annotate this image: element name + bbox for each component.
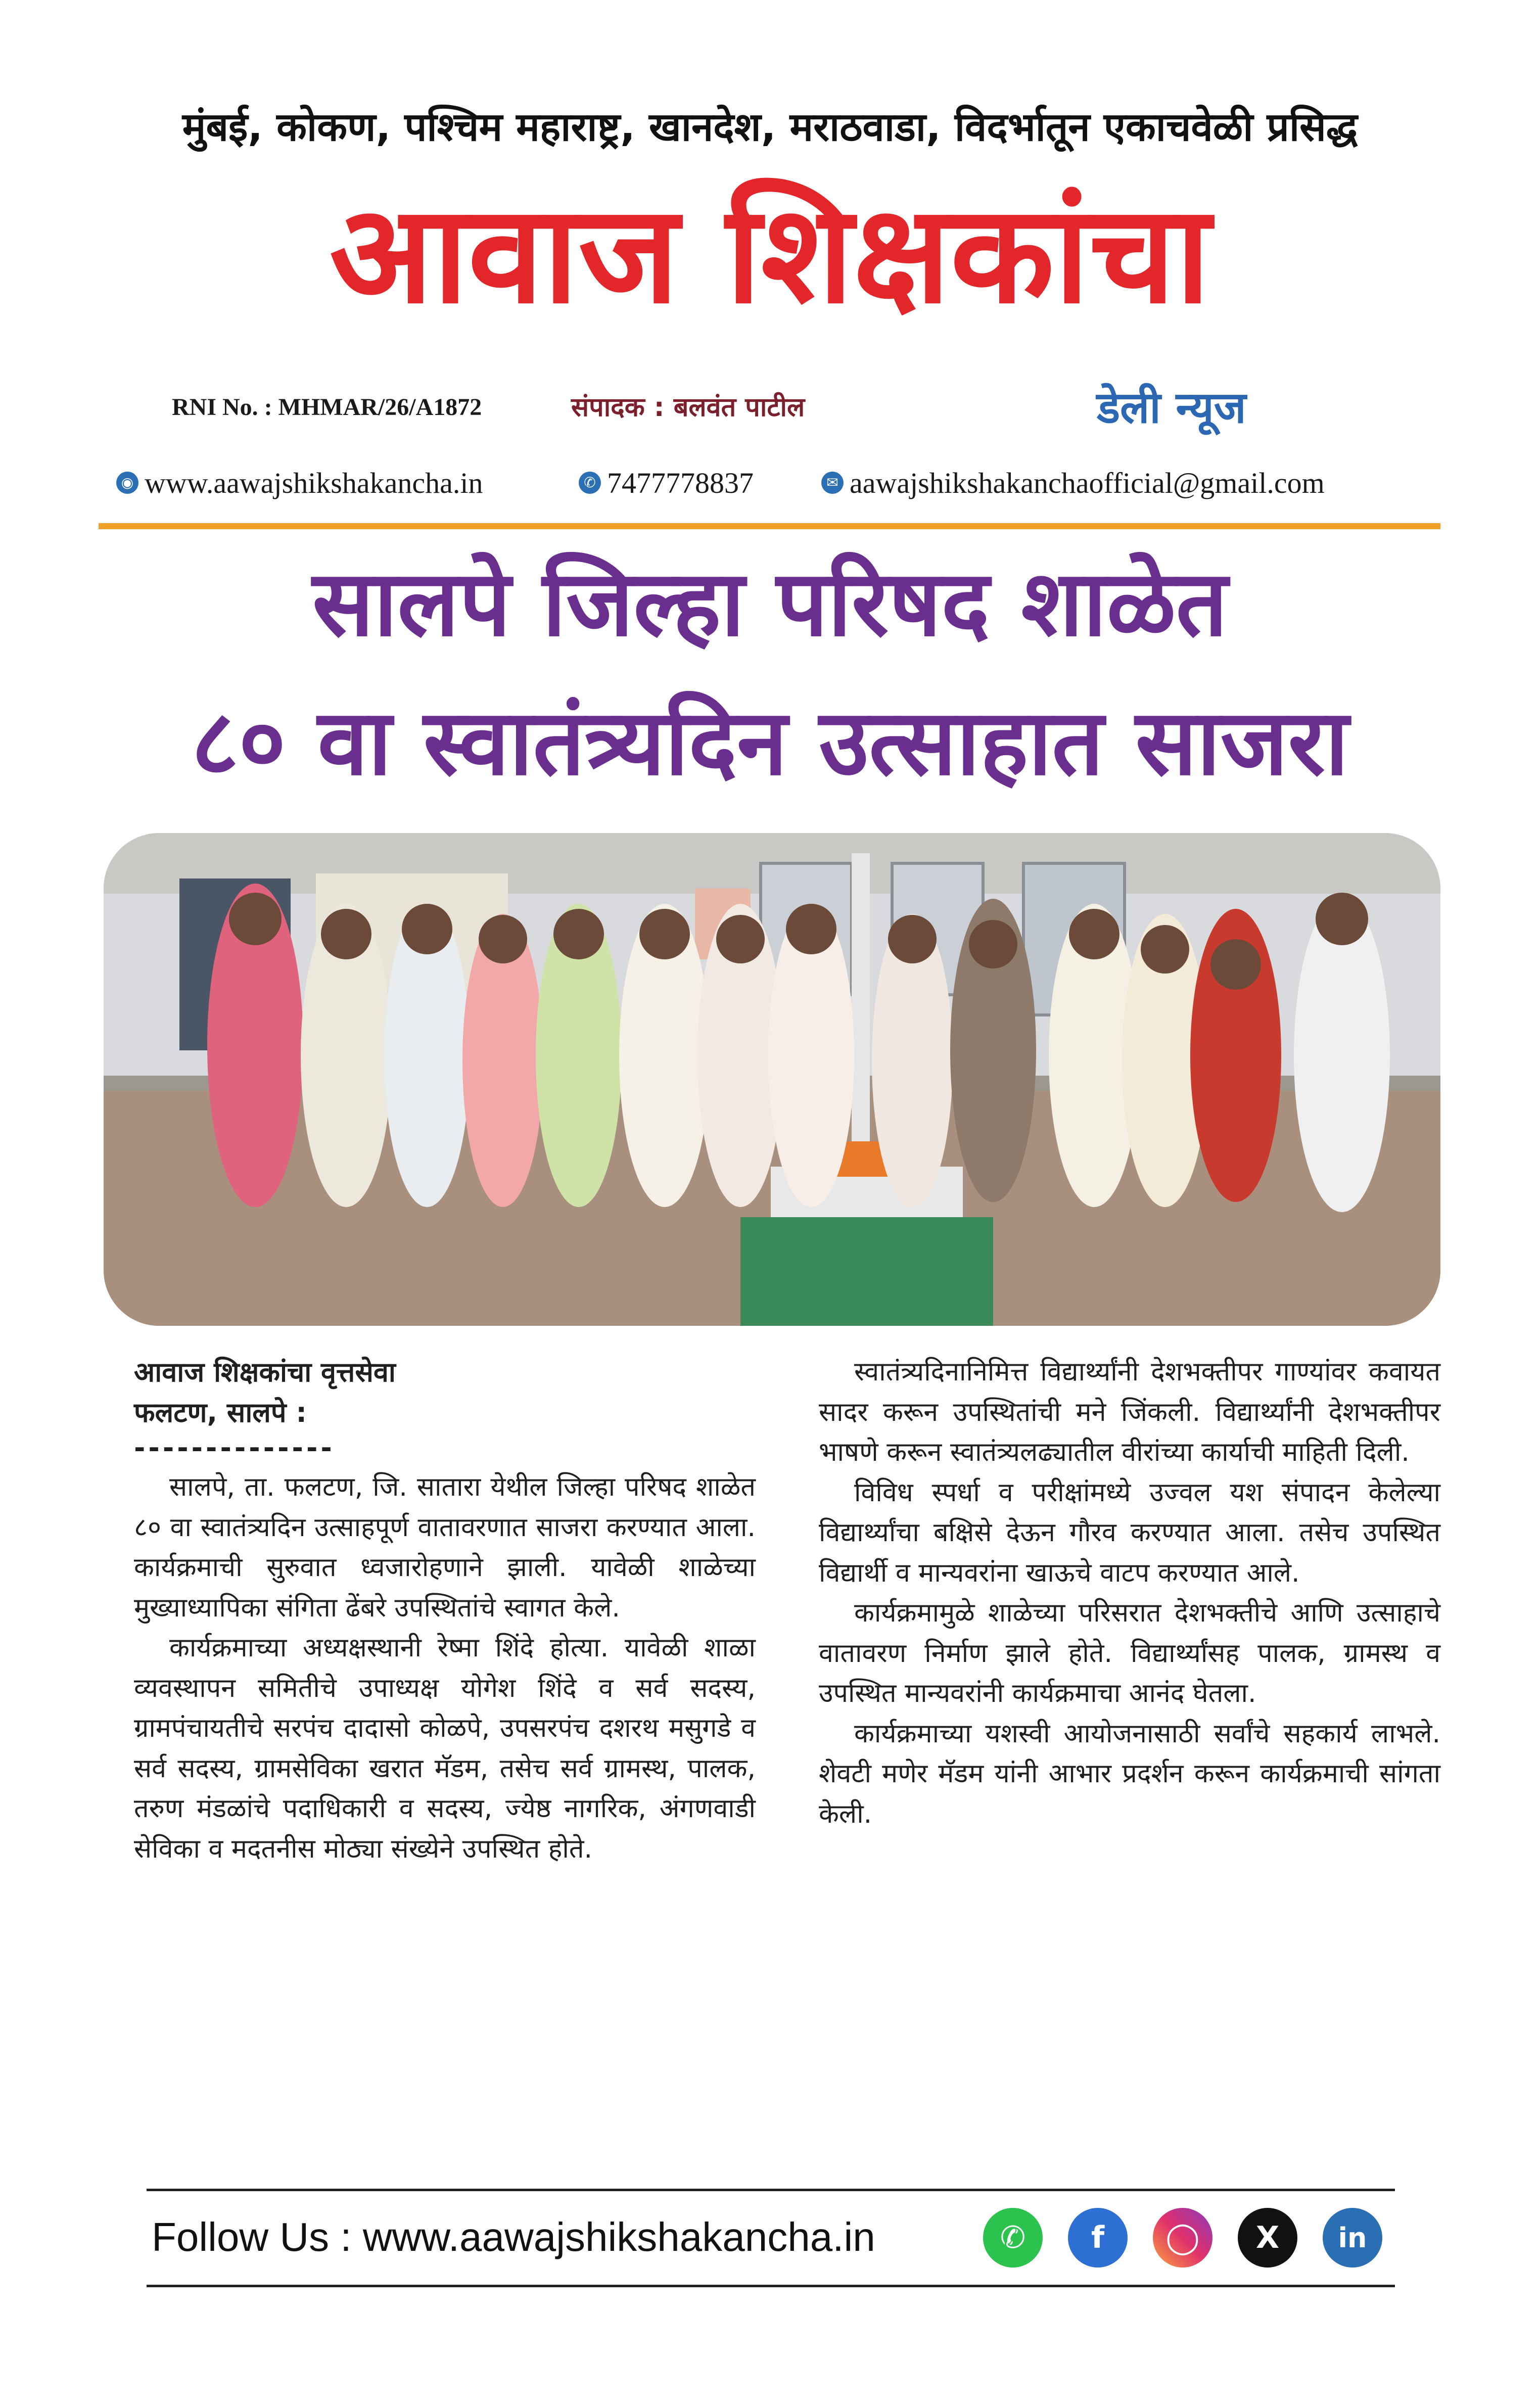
article-paragraph: कार्यक्रमामुळे शाळेच्या परिसरात देशभक्तीचे आणि उत्साहाचे वातावरण निर्माण झाले होते. विद्यार्थ्यांसह पालक, ग्रामस्थ व उपस्थित मान्यवरांनी कार्यक्रमाचा आनंद घेतला. (819, 1598, 1440, 1708)
article-paragraph: विविध स्पर्धा व परीक्षांमध्ये उज्वल यश संपादन केलेल्या विद्यार्थ्यांचा बक्षिसे देऊन गौरव करण्यात आला. तसेच उपस्थित विद्यार्थी व मान्यवरांना खाऊचे वाटप करण्यात आले. (819, 1477, 1440, 1588)
mail-icon: ✉ (821, 472, 844, 494)
newspaper-title: आवाज शिक्षकांचा (329, 176, 1211, 334)
article-paragraph: कार्यक्रमाच्या यशस्वी आयोजनासाठी सर्वांचे सहकार्य लाभले. शेवटी मणेर मॅडम यांनी आभार प्रदर्शन करून कार्यक्रमाची सांगता केली. (819, 1718, 1440, 1829)
email-contact[interactable] (821, 463, 1325, 503)
globe-icon: ◉ (116, 472, 138, 494)
editor-name: संपादक : बलवंत पाटील (571, 392, 805, 423)
article-column-left (134, 1352, 756, 1869)
byline-divider: -------------- (134, 1432, 335, 1464)
header-divider (99, 523, 1440, 529)
social-icons (983, 2208, 1382, 2268)
article-paragraph: सालपे, ता. फलटण, जि. सातारा येथील जिल्हा परिषद शाळेत ८० वा स्वातंत्र्यदिन उत्साहपूर्ण वातावरणात साजरा करण्यात आला. कार्यक्रमाची सुरुवात ध्वजारोहणाने झाली. यावेळी शाळेच्या मुख्याध्यापिका संगिता ढेंबरे उपस्थितांचे स्वागत केले. (134, 1472, 756, 1623)
facebook-icon[interactable]: f (1068, 2208, 1128, 2268)
tagline: मुंबई, कोकण, पश्चिम महाराष्ट्र, खानदेश, मराठवाडा, विदर्भातून एकाचवेळी प्रसिद्ध (182, 105, 1358, 150)
phone-text: 7477778837 (607, 466, 754, 499)
instagram-icon[interactable]: ◯ (1153, 2208, 1212, 2268)
footer-divider-bottom (147, 2285, 1395, 2287)
rni-number: RNI No. : MHMAR/26/A1872 (172, 394, 482, 421)
linkedin-icon[interactable]: in (1323, 2208, 1382, 2268)
article-paragraph: स्वातंत्र्यदिनानिमित्त विद्यार्थ्यांनी देशभक्तीपर गाण्यांवर कवायत सादर करून उपस्थितांची मने जिंकली. विद्यार्थ्यांनी देशभक्तीपर भाषणे करून स्वातंत्र्यलढ्यातील वीरांच्या कार्याची माहिती दिली. (819, 1357, 1440, 1467)
phone-contact[interactable] (579, 463, 754, 503)
follow-us-link[interactable]: Follow Us : www.aawajshikshakancha.in (152, 2214, 875, 2259)
daily-news-subtitle: डेली न्यूज (1097, 383, 1246, 433)
event-photo (104, 833, 1440, 1326)
article-paragraph: कार्यक्रमाच्या अध्यक्षस्थानी रेष्मा शिंदे होत्या. यावेळी शाळा व्यवस्थापन समितीचे उपाध्यक्ष योगेश शिंदे व सर्व सदस्य, ग्रामपंचायतीचे सरपंच दादासो कोळपे, उपसरपंच दशरथ मसुगडे व सर्व सदस्य, ग्रामसेविका खरात मॅडम, तसेच सर्व ग्रामस्थ, पालक, तरुण मंडळांचे पदाधिकारी व सदस्य, ज्येष्ठ नागरिक, अंगणवाडी सेविका व मदतनीस मोठ्या संख्येने उपस्थित होते. (134, 1633, 756, 1864)
website-text: www.aawajshikshakancha.in (145, 466, 483, 499)
byline-agency: आवाज शिक्षकांचा वृत्तसेवा (134, 1356, 396, 1388)
phone-icon: ✆ (579, 472, 601, 494)
headline-line-1: सालपे जिल्हा परिषद शाळेत (312, 551, 1228, 657)
x-icon[interactable]: X (1238, 2208, 1297, 2268)
email-text: aawajshikshakanchaofficial@gmail.com (850, 466, 1325, 499)
byline-dateline: फलटण, सालपे : (134, 1397, 307, 1428)
article-column-right (819, 1352, 1440, 1834)
event-photo-illustration (104, 833, 1440, 1326)
footer-divider-top (147, 2189, 1395, 2191)
headline-line-2: ८० वा स्वातंत्र्यदिन उत्साहात साजरा (191, 690, 1349, 796)
whatsapp-icon[interactable]: ✆ (983, 2208, 1043, 2268)
website-contact[interactable] (116, 463, 483, 503)
